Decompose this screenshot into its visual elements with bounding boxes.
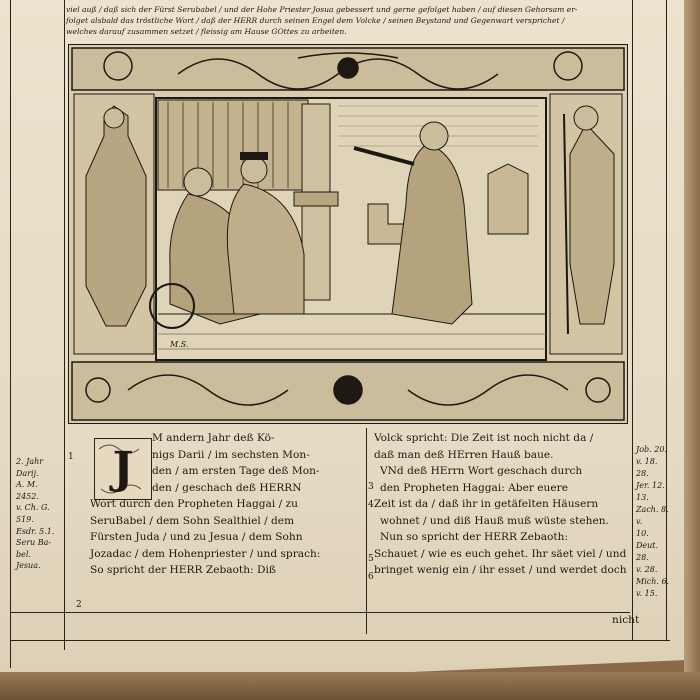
margin-note: v. Ch. G. [16,503,50,513]
central-scene [150,98,546,360]
inner-rule-left [64,0,65,650]
woodcut-drawing [68,44,628,424]
margin-note: Mich. 6. [636,577,670,586]
margin-note: Deut. 28. [636,541,659,562]
text-line: nigs Darii / im sechsten Mon- [152,448,310,461]
woodcut-illustration [68,44,628,424]
text-line: Zeit ist da / daß ihr in getäfelten Häusern [374,498,599,510]
right-margin-notes [636,444,672,600]
margin-note: Seru Ba- [16,538,52,548]
verse-number: 5 [368,554,374,564]
margin-note: Zach. 8. v. [636,505,669,526]
footer-rule [10,612,630,613]
margin-note: 2452. [16,491,39,501]
margin-note: Esdr. 5.1. [16,526,55,536]
text-line: Jozadac / dem Hohenpriester / und sprach: [90,547,321,560]
verse-number: 2 [76,600,82,610]
margin-note: v. 28. [636,565,658,574]
text-line: SeruBabel / dem Sohn Sealthiel / dem [90,514,295,527]
text-line: Fürsten Juda / und zu Jesua / dem Sohn [90,531,303,543]
catchword: nicht [612,614,640,626]
text-line: So spricht der HERR Zebaoth: Diß [90,564,276,576]
verse-number: 6 [368,572,374,582]
margin-note: Darij. [16,468,39,478]
margin-note: 519. [16,514,34,524]
page-bottom-shadow [0,672,700,700]
margin-note: 2. Jahr [16,457,44,466]
margin-note: v. 15. [636,589,658,598]
artist-monogram: M.S. [170,340,189,349]
text-line: M andern Jahr deß Kö- [152,432,275,444]
text-line: bringet wenig ein / ihr esset / und werdet doch [374,564,627,576]
margin-note: A. M. [16,480,38,490]
margin-note: Job. 20. [636,445,667,454]
text-line: den Propheten Haggai: Aber euere [380,481,568,494]
text-line: den / am ersten Tage deß Mon- [152,465,320,477]
summary-line: folget alsbald das tröstliche Wort / daß der HERR durch seinen Engel dem Volcke / seinen Beystand und Gegenwart versprichet / [66,16,565,25]
text-line: VNd deß HErrn Wort geschach durch [380,465,583,477]
bottom-rule [10,640,670,641]
text-line: Schauet / wie es euch gehet. Ihr säet viel / und [374,547,627,560]
verse-number: 3 [368,482,374,492]
text-line: Volck spricht: Die Zeit ist noch nicht da / [374,432,594,444]
margin-note: bel. [16,549,31,559]
column-divider [366,428,367,634]
left-margin-notes [16,456,62,572]
summary-line: viel auß / daß sich der Fürst Serubabel / und der Hohe Priester Josua gebessert und gerne gefolget haben / auf diesen Gehorsam er- [66,5,578,14]
inner-rule-right [632,0,633,640]
summary-line: welches darauf zusammen setzet / fleissig am Hause GOttes zu arbeiten. [66,27,347,36]
verse-number: 4 [368,500,374,510]
text-column-left [90,430,358,579]
text-line: daß man deß HErren Hauß baue. [374,448,554,461]
top-ornament [72,48,624,90]
text-column-right [374,430,632,579]
verse-number: 1 [68,452,74,462]
left-figure-panel [74,94,154,354]
margin-note: Jesua. [16,561,41,571]
text-line: wohnet / und diß Hauß muß wüste stehen. [380,514,609,527]
text-line: den / geschach deß HERRN [152,481,302,494]
text-line: Wort durch den Propheten Haggai / zu [90,498,298,510]
bottom-ornament [72,362,624,420]
margin-note: Jer. 12. 13. [636,481,665,502]
margin-note: v. 18. 28. [636,457,658,478]
text-line: Nun so spricht der HERR Zebaoth: [380,531,569,543]
outer-rule-left [10,0,11,668]
summary-paragraph [66,4,626,37]
right-figure-panel [550,94,622,354]
initial-letter: J [112,443,134,494]
page-edge [684,0,700,700]
margin-note: 10. [636,529,649,538]
